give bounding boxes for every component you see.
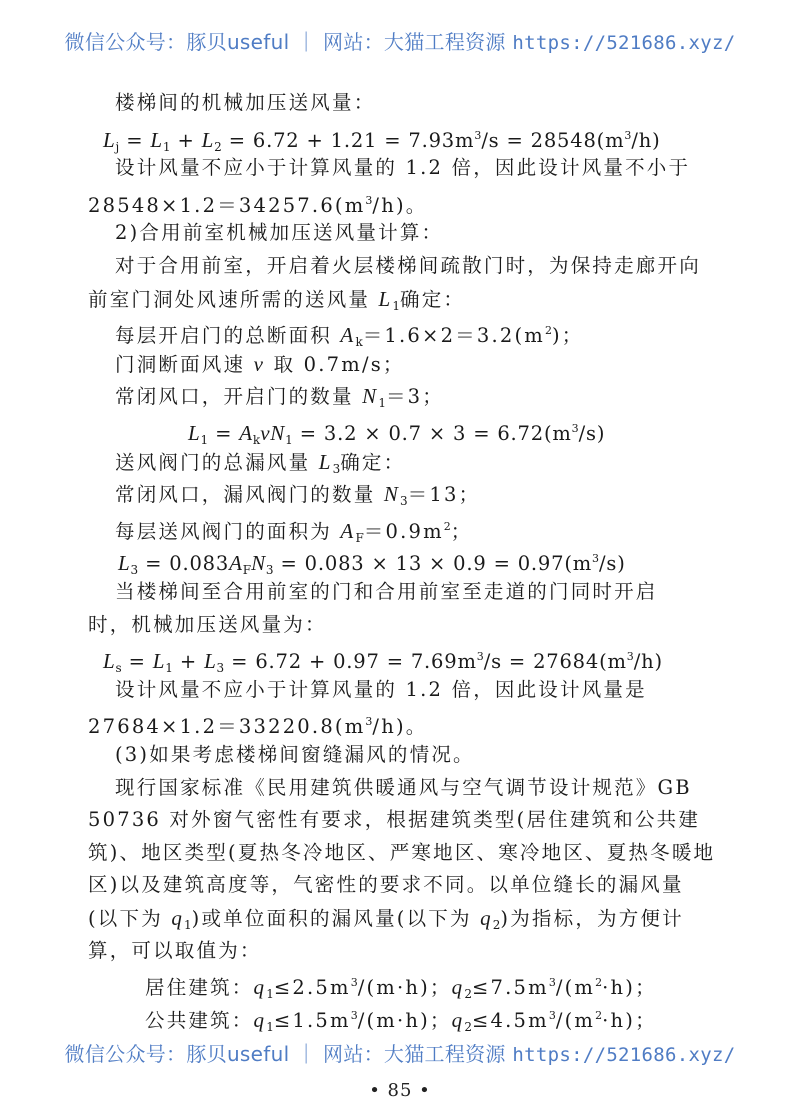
text-run: +	[172, 650, 205, 674]
watermark-top	[0, 30, 800, 55]
math-variable: L	[201, 127, 215, 152]
math-variable: q	[253, 975, 267, 1000]
math-variable: L	[188, 421, 201, 445]
superscript: 3	[350, 1008, 358, 1022]
subscript: 3	[130, 563, 139, 578]
superscript: 2	[595, 976, 603, 990]
text-run: ·h)；	[602, 1008, 657, 1032]
text-line	[115, 318, 584, 355]
text-run: 对于合用前室，开启着火层楼梯间疏散门时，为保持走廊开向	[115, 254, 701, 277]
text-run: ＝3；	[385, 385, 444, 409]
math-variable: q	[171, 906, 185, 930]
subscript: s	[115, 661, 122, 676]
text-line	[145, 970, 657, 1007]
text-run: = 6.72 + 1.21 = 7.93m	[221, 128, 475, 152]
text-run: =	[119, 128, 151, 152]
text-run: 算，可以取值为：	[88, 938, 262, 962]
text-line	[88, 905, 684, 938]
superscript: 3	[350, 976, 358, 990]
text-run: 28548×1.2＝34257.6(m	[88, 193, 366, 217]
text-run: ≤1.5m	[273, 1008, 351, 1032]
text-line	[115, 742, 475, 768]
text-line	[115, 253, 701, 279]
math-variable: L	[378, 286, 393, 311]
math-variable: N	[251, 551, 266, 576]
text-run: 现行国家标准《民用建筑供暖通风与空气调节设计规范》GB	[115, 775, 692, 799]
text-line	[115, 677, 647, 703]
superscript: 3	[365, 715, 373, 729]
math-variable: L	[103, 127, 116, 152]
text-run: 楼梯间的机械加压送风量：	[115, 91, 376, 114]
text-run: /h)。	[372, 715, 428, 739]
text-line	[88, 938, 262, 964]
superscript: 3	[548, 1008, 556, 1022]
text-run: 取 0.7m/s；	[265, 352, 405, 376]
text-line	[88, 286, 465, 319]
text-run: 前室门洞处风速所需的送风量	[88, 287, 379, 311]
superscript: 3	[476, 650, 484, 664]
subscript: 2	[464, 987, 472, 1002]
page-number: • 85 •	[369, 1080, 431, 1101]
text-run: =	[208, 422, 240, 445]
text-run: 门洞断面风速	[115, 352, 254, 376]
superscript: 3	[592, 552, 600, 566]
superscript: 3	[624, 128, 632, 142]
text-run: /(m·h)；	[357, 1008, 452, 1032]
text-run: 当楼梯间至合用前室的门和合用前室至走道的门同时开启	[115, 580, 658, 603]
watermark-url[interactable]: https://521686.xyz/	[512, 32, 736, 54]
text-run: 设计风量不应小于计算风量的 1.2 倍，因此设计风量不小于	[115, 156, 691, 180]
subscript: 1	[285, 433, 293, 447]
text-run: )为指标，为方便计	[500, 907, 684, 930]
text-run: 筑)、地区类型(夏热冬冷地区、严寒地区、寒冷地区、夏热冬暖地	[88, 840, 716, 864]
watermark-bottom	[0, 1042, 800, 1067]
subscript: 2	[214, 139, 222, 154]
subscript: 1	[162, 139, 171, 154]
text-line	[145, 1003, 657, 1040]
text-run: /s = 27684(m	[483, 650, 627, 674]
text-run: = 0.083 × 13 × 0.9 = 0.97(m	[273, 552, 593, 576]
text-run: ＝1.6×2＝3.2(m	[362, 324, 545, 348]
text-run: /h)	[633, 650, 663, 674]
text-run: /(m	[555, 1008, 596, 1032]
text-line	[115, 579, 658, 605]
formula-line	[118, 546, 626, 583]
text-line	[88, 840, 715, 866]
text-run: )；	[552, 324, 584, 348]
text-run: =	[121, 650, 153, 674]
text-run: +	[170, 128, 202, 152]
superscript: 2	[595, 1008, 603, 1022]
math-variable: q	[451, 975, 465, 1000]
text-run: 时，机械加压送风量为：	[88, 612, 327, 636]
superscript: 3	[548, 976, 556, 990]
text-run: 27684×1.2＝33220.8(m	[88, 715, 366, 739]
text-line	[115, 514, 472, 551]
text-run: 送风阀门的总漏风量	[115, 450, 319, 474]
math-variable: vN	[260, 421, 286, 445]
superscript: 3	[626, 650, 634, 664]
text-line	[115, 155, 690, 181]
text-run: 常闭风口，漏风阀门的数量	[115, 483, 384, 507]
text-run: /(m	[555, 976, 596, 1000]
text-run: (3)如果考虑楼梯间窗缝漏风的情况。	[115, 743, 475, 766]
subscript: 2	[492, 918, 501, 932]
math-variable: L	[152, 649, 166, 674]
superscript: 2	[545, 324, 552, 338]
text-run: 常闭风口，开启门的数量	[115, 385, 363, 409]
math-variable: A	[229, 551, 243, 576]
text-run: )或单位面积的漏风量(以下为	[191, 907, 481, 930]
subscript: 1	[266, 1019, 274, 1034]
text-run: ＝13；	[407, 483, 481, 507]
text-run: 50736 对外窗气密性有要求，根据建筑类型(居住建筑和公共建	[88, 808, 701, 832]
text-run: = 6.72 + 0.97 = 7.69m	[224, 650, 477, 674]
text-run: ·h)；	[602, 976, 657, 1000]
text-run: 确定：	[400, 287, 466, 311]
math-variable: q	[480, 906, 493, 930]
text-run: 确定：	[340, 450, 406, 474]
superscript: 2	[443, 519, 451, 533]
subscript: 1	[392, 298, 401, 313]
text-run: ≤7.5m	[471, 976, 549, 1000]
superscript: 3	[474, 128, 482, 142]
text-run: /s)	[578, 422, 606, 445]
text-run: /h)。	[372, 193, 428, 217]
watermark-url[interactable]: https://521686.xyz/	[512, 1044, 736, 1066]
math-variable: L	[150, 127, 163, 152]
text-line	[115, 775, 692, 801]
subscript: 3	[265, 563, 274, 578]
subscript: 1	[266, 987, 274, 1002]
math-variable: L	[318, 449, 333, 474]
subscript: 2	[464, 1019, 472, 1034]
math-variable: N	[383, 482, 401, 507]
text-run: = 3.2 × 0.7 × 3 = 6.72(m	[292, 422, 572, 445]
math-variable: q	[253, 1007, 267, 1032]
text-line	[115, 449, 405, 482]
text-run: 设计风量不应小于计算风量的 1.2 倍，因此设计风量是	[115, 677, 647, 701]
text-line	[115, 383, 444, 416]
text-run: ≤2.5m	[273, 976, 351, 1000]
subscript: 1	[184, 918, 192, 932]
math-variable: L	[103, 649, 116, 674]
formula-line	[103, 123, 661, 160]
formula-line	[188, 416, 605, 453]
subscript: 3	[400, 494, 408, 509]
text-line	[115, 351, 405, 378]
text-run: ≤4.5m	[471, 1008, 549, 1032]
math-variable: L	[118, 551, 131, 576]
text-run: (以下为	[88, 907, 172, 930]
subscript: j	[115, 139, 120, 154]
subscript: 1	[200, 433, 209, 447]
subscript: k	[355, 335, 363, 350]
text-line	[88, 807, 700, 833]
math-variable: v	[253, 351, 266, 376]
text-run: 每层送风阀门的面积为	[115, 519, 341, 543]
subscript: F	[355, 530, 364, 545]
math-variable: N	[362, 384, 379, 409]
math-variable: q	[451, 1007, 465, 1032]
text-run: = 0.083	[138, 552, 230, 576]
text-run: ＝0.9m	[363, 519, 444, 543]
text-line	[115, 481, 480, 514]
text-line	[115, 90, 375, 116]
text-run: /h)	[631, 128, 661, 152]
math-variable: L	[204, 649, 217, 674]
subscript: 1	[378, 396, 386, 411]
text-run: 居住建筑：	[145, 976, 254, 1000]
subscript: 3	[332, 461, 341, 476]
subscript: F	[242, 563, 252, 578]
text-line	[88, 872, 684, 898]
watermark-label: 微信公众号：豚贝useful ｜ 网站：大猫工程资源	[64, 30, 513, 54]
subscript: 3	[216, 661, 225, 676]
text-line	[88, 709, 427, 740]
math-variable: A	[340, 323, 356, 348]
text-run: /s)	[599, 552, 626, 576]
text-run: 公共建筑：	[145, 1008, 254, 1032]
math-variable: A	[340, 518, 356, 543]
formula-line	[103, 644, 663, 681]
text-run: 2)合用前室机械加压送风量计算：	[115, 221, 444, 245]
text-run: /(m·h)；	[357, 976, 452, 1000]
text-line	[88, 188, 427, 219]
subscript: k	[252, 433, 261, 447]
text-line	[88, 612, 327, 638]
superscript: 3	[571, 422, 579, 435]
superscript: 3	[365, 193, 373, 207]
text-run: ；	[450, 519, 473, 543]
text-run: 每层开启门的总断面积	[115, 324, 341, 348]
math-variable: A	[239, 421, 253, 445]
text-run: 区)以及建筑高度等，气密性的要求不同。以单位缝长的漏风量	[88, 873, 684, 897]
text-line	[115, 220, 443, 246]
watermark-label: 微信公众号：豚贝useful ｜ 网站：大猫工程资源	[64, 1042, 513, 1066]
text-run: /s = 28548(m	[481, 128, 625, 152]
subscript: 1	[165, 661, 173, 676]
